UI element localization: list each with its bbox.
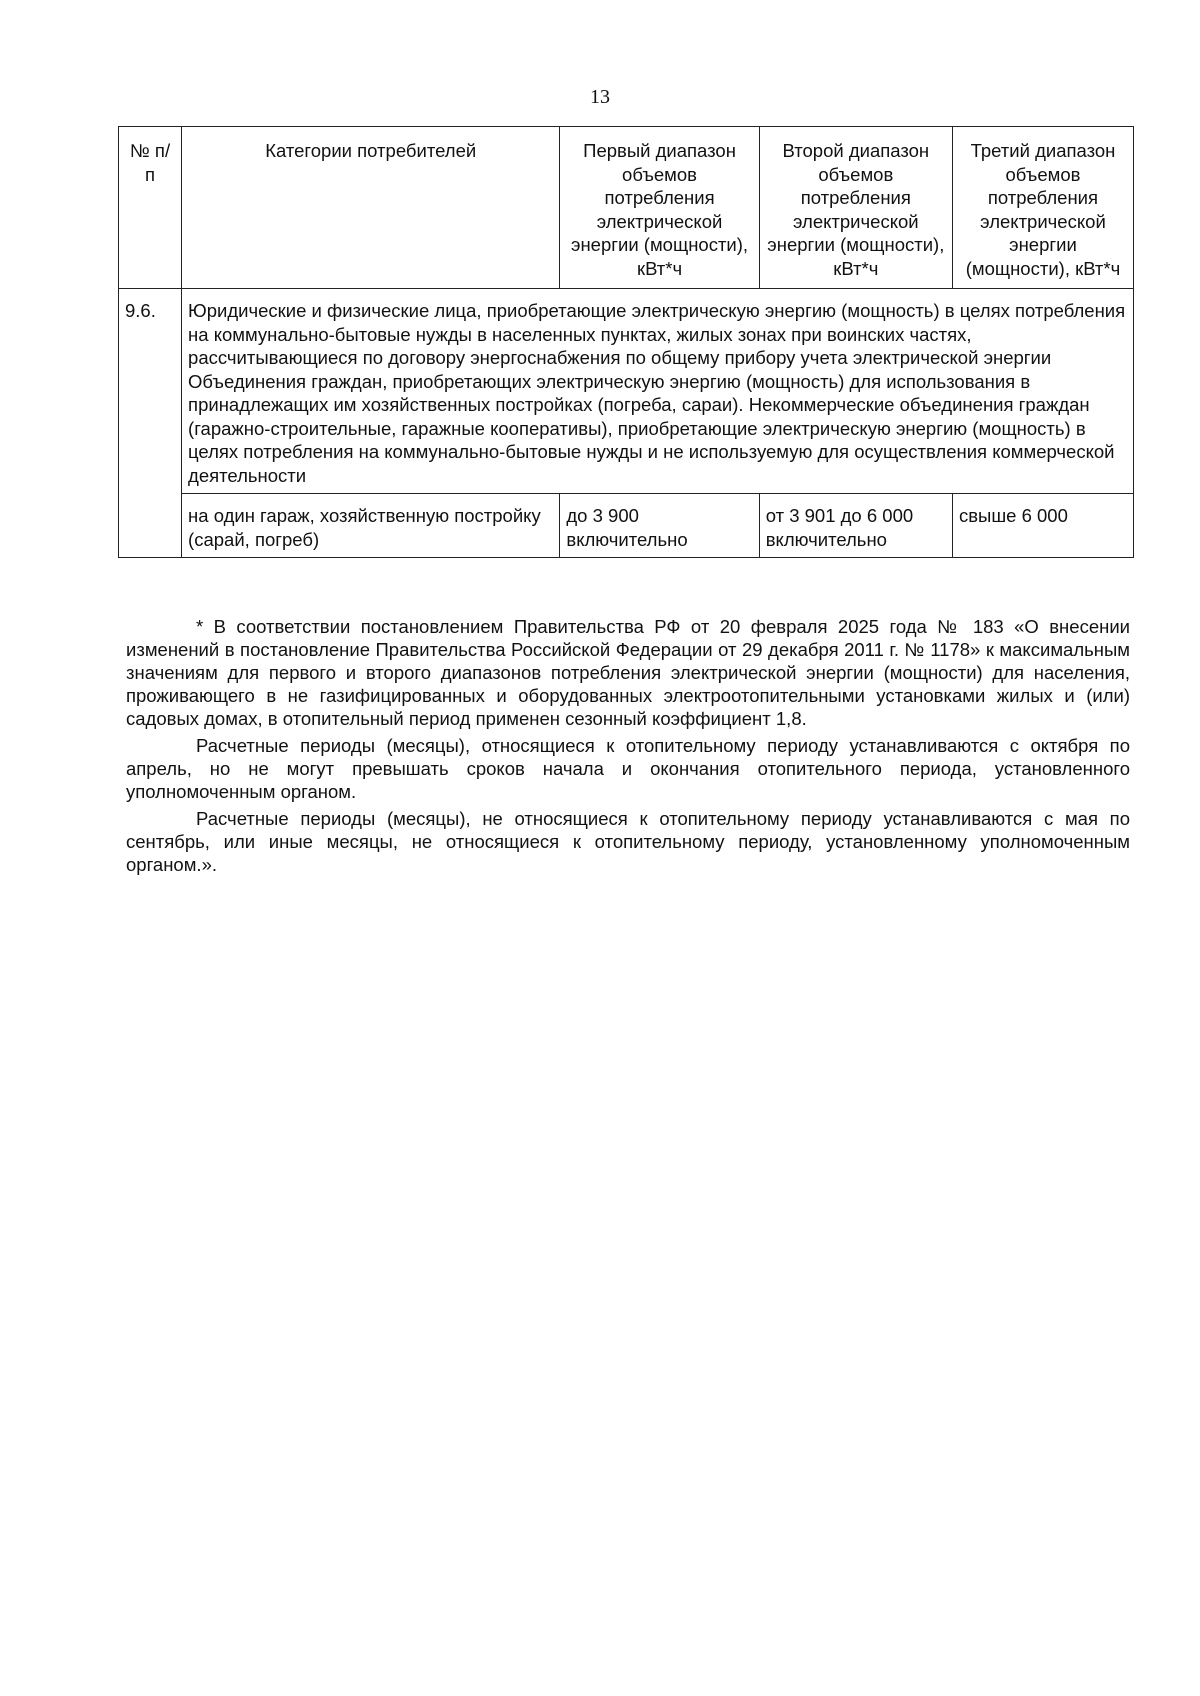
- page-number: 13: [590, 86, 610, 108]
- footnote-paragraph: Расчетные периоды (месяцы), не относящиеся к отопительному периоду устанавливаются с мая по сентябрь, или иные месяцы, не относящиеся к отопительному периоду, установленному уполномоченным органом.».: [126, 808, 1130, 875]
- consumption-ranges-table: [118, 126, 1134, 558]
- range-3-value: свыше 6 000: [952, 494, 1133, 558]
- footnotes: [126, 615, 1130, 880]
- header-category: Категории потребителей: [182, 127, 560, 289]
- row-number: 9.6.: [119, 289, 182, 558]
- table-header-row: [119, 127, 1134, 289]
- sub-category: на один гараж, хозяйственную постройку (сарай, погреб): [182, 494, 560, 558]
- table-row: [119, 289, 1134, 494]
- header-range-1: Первый диапазон объемов потребления электрической энергии (мощности), кВт*ч: [560, 127, 759, 289]
- footnote-paragraph: Расчетные периоды (месяцы), относящиеся к отопительному периоду устанавливаются с октября по апрель, но не могут превышать сроков начала и окончания отопительного периода, установленного уполномоченным органом.: [126, 735, 1130, 802]
- row-description: Юридические и физические лица, приобретающие электрическую энергию (мощность) в целях потребления на коммунально-бытовые нужды в населенных пунктах, жилых зонах при воинских частях, рассчитывающиеся по договору энергоснабжения по общему прибору учета электрической энергии Объединения граждан, приобретающих электрическую энергию (мощность) для использования в принадлежащих им хозяйственных постройках (погреба, сараи). Некоммерческие объединения граждан (гаражно-строительные, гаражные кооперативы), приобретающие электрическую энергию (мощность) в целях потребления на коммунально-бытовые нужды и не используемую для осуществления коммерческой деятельности: [182, 289, 1134, 494]
- footnote-paragraph: * В соответствии постановлением Правительства РФ от 20 февраля 2025 года № 183 «О внесении изменений в постановление Правительства Российской Федерации от 29 декабря 2011 г. № 1178» к максимальным значениям для первого и второго диапазонов потребления электрической энергии (мощности) для населения, проживающего в не газифицированных и оборудованных электроотопительными установками жилых и (или) садовых домах, в отопительный период применен сезонный коэффициент 1,8.: [126, 616, 1130, 729]
- header-range-3: Третий диапазон объемов потребления электрической энергии (мощности), кВт*ч: [952, 127, 1133, 289]
- header-number: № п/п: [119, 127, 182, 289]
- range-2-value: от 3 901 до 6 000 включительно: [759, 494, 952, 558]
- header-range-2: Второй диапазон объемов потребления электрической энергии (мощности), кВт*ч: [759, 127, 952, 289]
- range-1-value: до 3 900 включительно: [560, 494, 759, 558]
- table-row: [119, 494, 1134, 558]
